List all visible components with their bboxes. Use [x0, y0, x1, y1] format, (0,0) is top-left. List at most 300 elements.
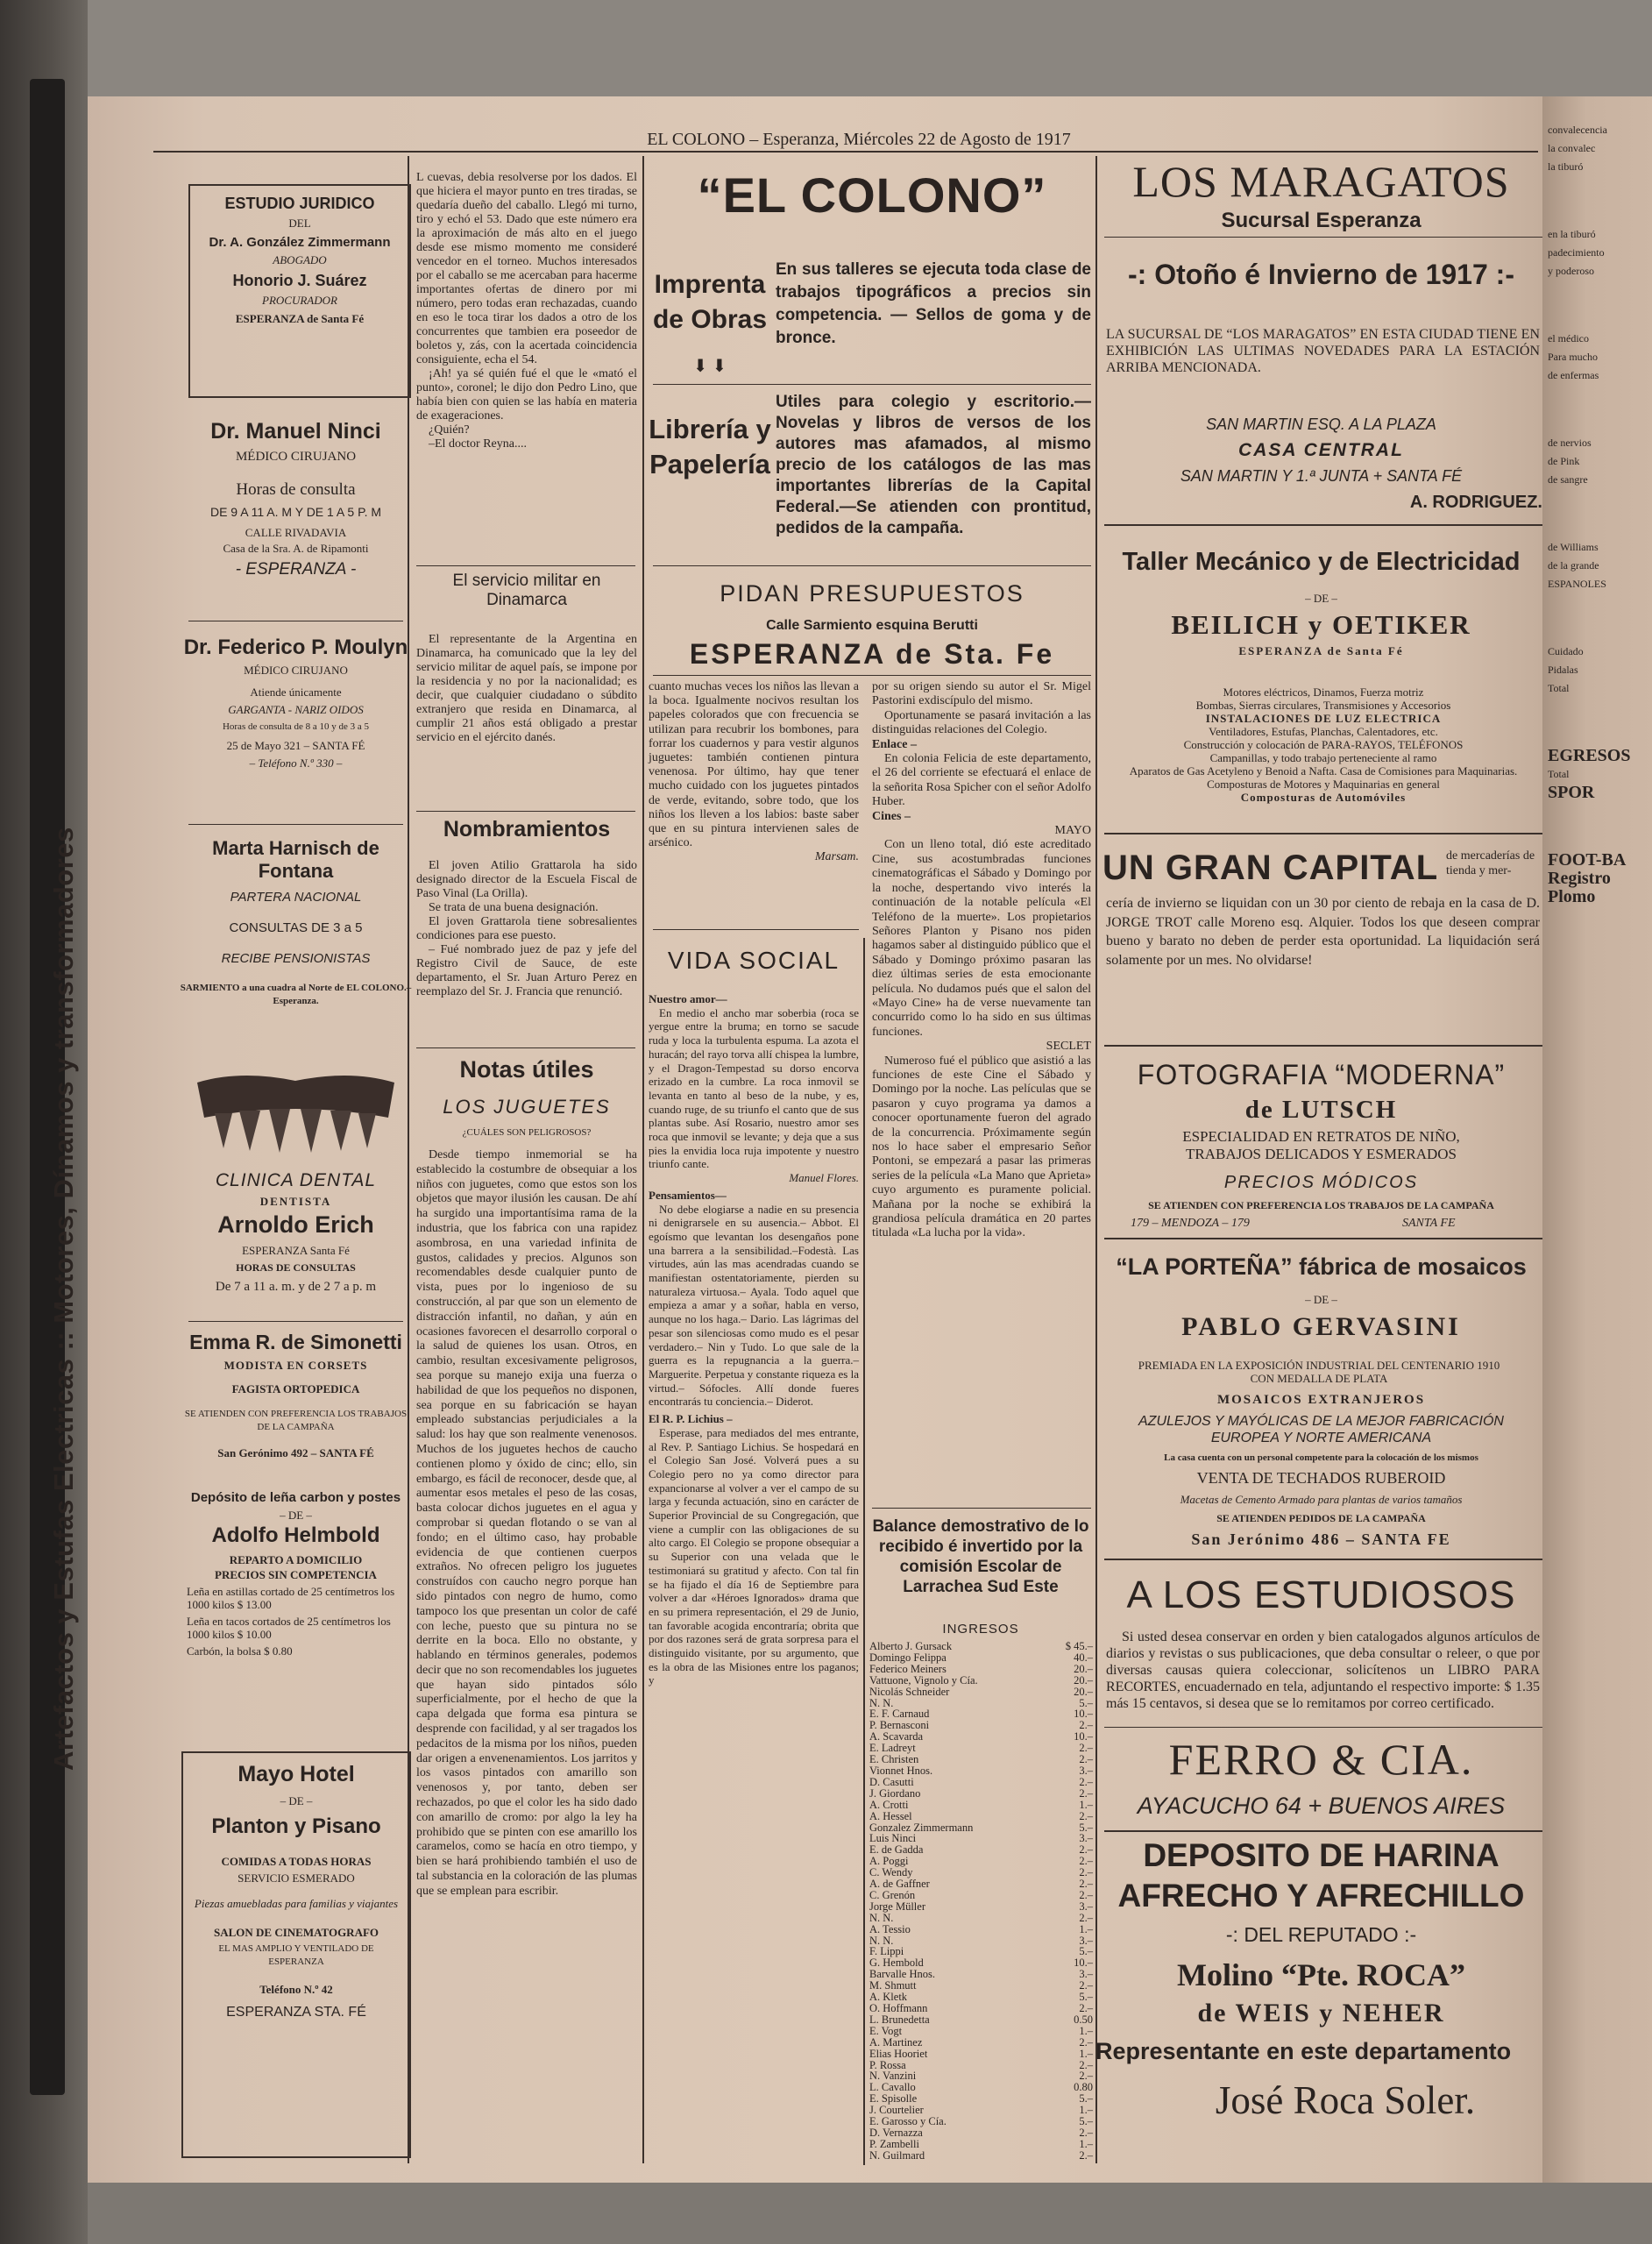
balance-name: Gonzalez Zimmermann	[869, 1821, 974, 1834]
facing-page-line: la tiburó	[1548, 160, 1584, 173]
estudio-title: ESTUDIO JURIDICO	[224, 195, 375, 212]
nombr-body3: El joven Grattarola tiene sobresalientes condiciones para ese puesto.	[416, 915, 637, 942]
balance-name: J. Giordano	[869, 1786, 921, 1800]
facing-page-line: FOOT-BA	[1548, 850, 1627, 870]
balance-name: L. Brunedetta	[869, 2013, 930, 2026]
background-bottom	[88, 2183, 1652, 2244]
foto-pref: SE ATIENDEN CON PREFERENCIA LOS TRABAJOS DE LA CAMPAÑA	[1148, 1199, 1494, 1211]
balance-name: Elias Hooriet	[869, 2047, 928, 2060]
portena-l1: PREMIADA EN LA EXPOSICIÓN INDUSTRIAL DEL CENTENARIO 1910 CON MEDALLA DE PLATA	[1138, 1359, 1500, 1385]
facing-page-line: Pidalas	[1548, 664, 1578, 676]
balance-amount: 2.–	[1079, 1878, 1093, 1891]
enlace-body: En colonia Felicia de este departamento, el 26 del corriente se efectuará el enlace de la señorita Rosa Spicher con el señor Adolfo Huber.	[872, 752, 1091, 809]
balance-amount: 40.–	[1074, 1651, 1093, 1664]
foto-lines	[1100, 1128, 1542, 1163]
balance-name: O. Hoffmann	[869, 2002, 928, 2014]
col-rule-4	[1095, 156, 1097, 2163]
balance-amount: 3.–	[1079, 1900, 1093, 1913]
erich-name: Arnoldo Erich	[217, 1211, 374, 1238]
pidan-address: Calle Sarmiento esquina Berutti	[766, 618, 978, 633]
lichius-title: El R. P. Lichius –	[649, 1412, 733, 1426]
balance-amount: 10.–	[1074, 1708, 1093, 1721]
balance-name: A. Crotti	[869, 1798, 909, 1811]
col4-p2: Oportunamente se pasará invitación a las distinguidas relaciones del Colegio.	[872, 708, 1091, 737]
masthead-rule	[153, 151, 1538, 153]
side-vertical-text: Artefactos y Estufas Electricas :: Motores, Dínamos y transformadores	[48, 827, 79, 1771]
col2-p3: ¿Quién?	[429, 423, 470, 437]
hotel-box	[181, 1751, 411, 2158]
nombr-body4: – Fué nombrado juez de paz y jefe del Registro Civil de Sauce, de este departamento, el Sr. Juan Arturo Perez en reemplazo del Sr. J. Francia que renunció.	[416, 943, 637, 998]
estudio-role2: PROCURADOR	[262, 294, 337, 307]
moulyn-role: MÉDICO CIRUJANO	[244, 664, 348, 677]
facing-page-line: la convalec	[1548, 142, 1596, 154]
notas-title: Notas útiles	[459, 1056, 594, 1083]
facing-page-line: Total	[1548, 768, 1570, 780]
balance-amount: 2.–	[1079, 1775, 1093, 1788]
balance-name: A. Scavarda	[869, 1730, 924, 1743]
facing-page-line: Total	[1548, 682, 1570, 694]
capital-body: cería de invierno se liquidan con un 30 por ciento de rebaja en la casa de D. JORGE TROT calle Moreno esq. Alquier. Todos los que deseen comprar bueno y barato no deben de perder esta oportunidad. La liquidación será solamente por un mes. No olvidarse!	[1106, 896, 1540, 968]
imprenta-label: Imprenta de Obras	[652, 270, 768, 334]
hotel-phone: Teléfono N.º 42	[259, 1983, 333, 1996]
balance-amount: 0.80	[1074, 2081, 1093, 2094]
helmbold-p3: Carbón, la bolsa $ 0.80	[187, 1644, 293, 1658]
rule-c3-4	[653, 929, 859, 930]
juguetes-sub: ¿CUÁLES SON PELIGROSOS?	[462, 1127, 592, 1138]
taller-city: ESPERANZA de Santa Fé	[1238, 644, 1404, 657]
col2-p4: –El doctor Reyna....	[429, 437, 527, 451]
facing-page-line: el médico	[1548, 332, 1589, 344]
balance-amount: 2.–	[1079, 2070, 1093, 2083]
harnisch-hours: CONSULTAS DE 3 a 5	[229, 920, 363, 935]
portena-l6: Macetas de Cemento Armado para plantas de varios tamaños	[1180, 1493, 1463, 1506]
facing-page-line: SPOR	[1548, 783, 1595, 802]
balance-amount: 2.–	[1079, 1843, 1093, 1857]
foto-city: SANTA FE	[1402, 1217, 1456, 1230]
facing-page-line: EGRESOS	[1548, 746, 1631, 765]
ninci-hours-label: Horas de consulta	[236, 480, 356, 499]
maragatos-owner: A. RODRIGUEZ.	[1409, 493, 1542, 512]
balance-amount: 3.–	[1079, 1968, 1093, 1981]
nombr-body1: El joven Atilio Grattarola ha sido designado director de la Escuela Fiscal de Paso Vinal (La Orilla).	[416, 859, 637, 900]
erich-city: ESPERANZA Santa Fé	[242, 1244, 350, 1257]
estudio-name2: Honorio J. Suárez	[232, 272, 367, 289]
moulyn-hours: Horas de consulta de 8 a 10 y de 3 a 5	[222, 721, 370, 732]
foto-l1: ESPECIALIDAD EN RETRATOS DE NIÑO,	[1182, 1128, 1460, 1145]
col2-story	[416, 171, 637, 451]
col4-p1: por su origen siendo su autor el Sr. Migel Pastorini exdiscípulo del mismo.	[872, 680, 1091, 708]
clinica-sub: DENTISTA	[259, 1195, 332, 1208]
balance-amount: 5.–	[1079, 1821, 1093, 1834]
capital-title: UN GRAN CAPITAL	[1103, 849, 1439, 887]
facing-page-line: de nervios	[1548, 437, 1592, 449]
capital-side: de mercaderías de tienda y mer-	[1446, 849, 1535, 877]
balance-names	[869, 1641, 1036, 2162]
balance-name: E. Christen	[869, 1753, 919, 1766]
ninci-name: Dr. Manuel Ninci	[210, 419, 381, 444]
nombr-title: Nombramientos	[443, 817, 611, 842]
facing-page-line: de Williams	[1548, 541, 1599, 553]
portena-l5: VENTA DE TECHADOS RUBEROID	[1196, 1469, 1446, 1487]
balance-amount: 1.–	[1079, 2047, 1093, 2060]
simonetti-orto: FAGISTA ORTOPEDICA	[231, 1382, 360, 1395]
maragatos-addr2: SAN MARTIN Y 1.ª JUNTA + SANTA FÉ	[1180, 467, 1463, 485]
balance-name: Vattuone, Vignolo y Cía.	[869, 1673, 978, 1687]
facing-page-line: convalecencia	[1548, 124, 1607, 136]
foto-title: FOTOGRAFIA “MODERNA”	[1137, 1059, 1506, 1090]
hotel-line1: COMIDAS A TODAS HORAS	[221, 1855, 372, 1868]
simonetti-name: Emma R. de Simonetti	[189, 1331, 402, 1353]
imprenta-text: En sus talleres se ejecuta toda clase de trabajos tipográficos a precios sin competencia. — Sellos de goma y de bronce.	[776, 260, 1091, 347]
balance-name: Jorge Müller	[869, 1900, 925, 1913]
balance-amount: 3.–	[1079, 1832, 1093, 1845]
col4-news	[872, 680, 1091, 1241]
col3-vida	[649, 992, 859, 1687]
moulyn-name: Dr. Federico P. Moulyn	[183, 636, 408, 659]
maragatos-body: LA SUCURSAL DE “LOS MARAGATOS” EN ESTA CIUDAD TIENE EN EXHIBICIÓN LAS ULTIMAS NOVEDADES PARA LA ESTACIÓN ARRIBA MENCIONADA.	[1106, 327, 1540, 375]
balance-amount: 5.–	[1079, 1696, 1093, 1709]
col-rule-2	[642, 156, 644, 2163]
balance-amount: 20.–	[1074, 1673, 1093, 1687]
lichius-body: Esperase, para mediados del mes entrante, al Rev. P. Santiago Lichius. Se hospedará en el Colegio San José. Volverá pues a su Colegio pero no ya como director para expancionarse al volver a ver el campo de su larga y fecunda actuación, sino en carácter de Superior Provincial de su Congregación, que viene a cumplir con las obligaciones de su alto cargo. El Colegio se propone obsequiar a su Superior con una velada que le testimoniará su gratitud y afecto. Con tal fin se ha fijado el día 16 de Septiembre para volver a dar «Héroes Ignorados» drama que en su primera representación, el 29 de Junio, tan favorable acogida encontraría; obrita que por dos razones será de grata sorpresa para el distinguido visitante, por su argumento, que es la obra de las Misiones entre los paganos; y	[649, 1425, 859, 1687]
cines-sig: MAYO	[1054, 824, 1091, 838]
estud-title: A LOS ESTUDIOSOS	[1126, 1573, 1516, 1616]
nombr-body2: Se trata de una buena designación.	[429, 901, 599, 914]
balance-title: Balance demostrativo de lo recibido é invertido por la comisión Escolar de Larrachea Sud Este	[872, 1517, 1089, 1596]
libreria-label: Librería y Papelería	[649, 414, 771, 479]
enlace-title: Enlace –	[872, 737, 917, 751]
portena-name: PABLO GERVASINI	[1181, 1312, 1461, 1341]
ninci-house: Casa de la Sra. A. de Ripamonti	[223, 542, 369, 555]
balance-name: A. Kletk	[869, 1991, 908, 2004]
balance-name: N. Guilmard	[869, 2148, 925, 2162]
facing-page-line: de Pink	[1548, 455, 1580, 467]
balance-amount: 2.–	[1079, 2126, 1093, 2139]
juguetes-body: Desde tiempo inmemorial se ha establecido la costumbre de obsequiar a los niños con juguetes, como que estos son los objetos que mayor ilusión les causan. De ahí ha surgido una importantísima rama de la industria, que los fabrica con una rapidez asombrosa, en una variedad infinita de gustos, calidades y precios. Algunos son recomendables desde cualquier punto de vista, pues por lo ingenioso de su construcción, al par que son un elemento de distracción infantil, no dañan, y aún en ocasiones favorecen el desarrollo corporal o la salud de quienes los usan. Otros, en cambio, resultan excesivamente peligrosos, sea porque su manejo exija una fuerza o habilidad de que los pequeños no disponen, sea porque en su fabricación se hayan empleado substancias perjudiciales a la salud: los hay que son realmente venenosos. Muchos de los juguetes hechos de caucho contienen plomo y óxido de cinc; ello, sin embargo, es fácil de reconocer, desde que, al aumentar esos metales el peso de las cosas, basta colocar dichos juguetes en el agua y comprobar si quedan flotando o se van al fondo; en el último caso, hay probable evidencia de que contienen cuerpos extraños. No ofrecen peligro los juguetes construídos con caucho negro porque han sido pintados con negro de humo, como tampoco los que presentan un color de café con leche, puesto que su pintura no se derrite en la boca. Ello no obstante, y hablando en términos generales, podemos decir que no son recomendables los juguetes que hayan sido pintados sólo superficialmente, por el hecho de que la capa delgada que forma esa pintura se desprende con facilidad, y al ser tragados los pedacitos de la misma por los niños, pueden dar origen a envenenamientos. Los jarritos y los vasos pintados con amarillo son venenosos y, por tanto, deben ser rechazados, po que el color les ha sido dado con amarillo de cromo: por algo la ley ha prohibido que se pinten con ese amarillo los caramelos, como se hacía en otro tiempo, y bien se hará prohibiendo también el uso de tal substancia en la coloración de las plumas que se emplean para escribir.	[416, 1148, 637, 1898]
rule-c5-5	[1104, 1238, 1542, 1239]
deposito-l1: DEPOSITO DE HARINA	[1143, 1837, 1500, 1873]
balance-name: E. Vogt	[869, 2024, 903, 2037]
portena-l2: MOSAICOS EXTRANJEROS	[1216, 1393, 1426, 1407]
col3-continued	[649, 680, 859, 865]
servicio-title: El servicio militar en Dinamarca	[452, 572, 601, 609]
balance-amount: 1.–	[1079, 2104, 1093, 2117]
rule-c1-2	[188, 824, 403, 825]
ninci-street: CALLE RIVADAVIA	[245, 526, 347, 539]
balance-name: A. Hessel	[869, 1809, 912, 1822]
deposito-l7: José Roca Soler.	[1215, 2078, 1476, 2122]
col2-p1: L cuevas, debia resolverse por los dados. El que hiciera el mayor punto en tres tiradas, se quedaría dueño del caballo. Llegó mi turno, tiro y echó el 53. Dado que este número era la aproximación de más alto en el juego desde ese mismo momento me consideré vencedor en el torneo. Muchos interesados por el caballo se me acercaban para hacerme importantes ofertas de dinero por mi número, pero todas eran rechazadas, cuando en eso le toca tirar los dados a otro de los concurrentes que tambien era poseedor de boletos y, zás, con la acertada coincidencia consiguiente, echa el 54.	[416, 171, 637, 366]
balance-name: A. Poggi	[869, 1855, 909, 1868]
facing-page-line: ESPANOLES	[1548, 578, 1606, 590]
balance-name: Nicolás Schneider	[869, 1685, 950, 1698]
vida-title: VIDA SOCIAL	[667, 947, 840, 974]
simonetti-block	[180, 1331, 412, 1459]
balance-name: P. Rossa	[869, 2058, 906, 2071]
helmbold-block	[180, 1490, 412, 1658]
balance-amounts	[1047, 1641, 1093, 2162]
taller-l3: INSTALACIONES DE LUZ ELECTRICA	[1205, 712, 1442, 725]
balance-amount: 2.–	[1079, 1866, 1093, 1879]
masthead: EL COLONO – Esperanza, Miércoles 22 de Agosto de 1917	[647, 130, 1071, 149]
ingresos-label: INGRESOS	[942, 1622, 1019, 1637]
maragatos-title: LOS MARAGATOS	[1132, 157, 1510, 206]
facing-page-line: Para mucho	[1548, 351, 1598, 363]
balance-name: A. Tessio	[869, 1922, 911, 1935]
clinica-title: CLINICA DENTAL	[215, 1170, 377, 1190]
balance-name: G. Hembold	[869, 1956, 924, 1970]
ninci-city: - ESPERANZA -	[235, 560, 357, 579]
facing-page-line: Cuidado	[1548, 645, 1584, 657]
taller-l8: Composturas de Automóviles	[1240, 791, 1407, 804]
cines-title: Cines –	[872, 809, 911, 823]
foto-de: de LUTSCH	[1244, 1096, 1398, 1124]
ninci-role: MÉDICO CIRUJANO	[235, 450, 357, 464]
balance-name: Luis Ninci	[869, 1832, 917, 1845]
ferro-title: FERRO & CIA.	[1168, 1735, 1474, 1784]
moulyn-addr: 25 de Mayo 321 – SANTA FÉ	[226, 739, 365, 752]
taller-l7: Aparatos de Gas Acetyleno y Benoid a Nafta. Casa de Comisiones para Maquinarias. Composturas de Motores y Maquinarias en general	[1129, 764, 1518, 791]
deposito-l3: -: DEL REPUTADO :-	[1225, 1923, 1417, 1946]
moulyn-phone: – Teléfono N.º 330 –	[249, 756, 343, 770]
ferro-addr: AYACUCHO 64 + BUENOS AIRES	[1137, 1793, 1506, 1819]
deposito-l2: AFRECHO Y AFRECHILLO	[1117, 1878, 1525, 1914]
seclet-body: Numeroso fué el público que asistió a las funciones de este Cine el Sábado y Domingo por la noche. Las películas que se pasaron y cuyo programa ya damos a conocer oportunamente fueron del agrado de la concurrencia. Próximamente según nos lo hace saber el empresario Señor Pontoni, se empezará a pasar las primeras series de la película «La Mano que Aprieta» cuyo argumento es puramente policial. Mañana por la noche se exhibirá la grandiosa película dramática en 20 partes titulada «La lucha por la vida».	[872, 1054, 1091, 1240]
balance-amount: 5.–	[1079, 1945, 1093, 1958]
balance-amount: 10.–	[1074, 1956, 1093, 1970]
hotel-line3: Piezas amuebladas para familias y viajantes	[194, 1897, 399, 1910]
taller-l5: Construcción y colocación de PARA-RAYOS, TELÉFONOS	[1183, 738, 1464, 751]
vida-body: En medio el ancho mar soberbia (roca se yergue entre la bruma; en torno se sacude ruda y loca la turbulenta espuma. La azota el huracán; del rayo torva allí chispea la lumbre, y el Dragon-Tempestad su dorso encorva erizado en la cumbre. La roca inmovil se levanta en tanto al beso de la nube, y es, cuando ruge, de su triunfo el canto que de sus plantas sube. Así Rosario, nuestro amor ses roca que inmovil se levante; y deja que a sus pies la envidia loca ruja impotente y nuestro triunfo cante.	[649, 1005, 859, 1171]
col3-continued-text: cuanto muchas veces los niños las llevan a la boca. Igualmente nocivos resultan los papeles colorados que con frecuencia se utilizan para recubrir los bombones, para forrar los cuadernos y para vestir algunos juguetes: también contienen pintura venenosa. Por último, hay que tener mucho cuidado con los juguetes pintados de verde, evitando, sobre todo, que los niños los lleven a los labios: baste saber que en su pintura intervienen sales de arsénico.	[649, 680, 859, 850]
nombr-body	[416, 859, 637, 999]
col3-continued-sig: Marsam.	[814, 850, 859, 864]
balance-name: P. Zambelli	[869, 2137, 919, 2150]
facing-page-line: y poderoso	[1548, 265, 1594, 277]
col2-p2: ¡Ah! ya sé quién fué el que le «mató el punto», coronel; le dijo don Pedro Lino, que había bien con quien se las había en materia de exageraciones.	[416, 367, 637, 423]
estudio-name1: Dr. A. González Zimmermann	[209, 235, 391, 250]
rule-c3-2	[653, 565, 1091, 566]
servicio-body: El representante de la Argentina en Dinamarca, ha comunicado que la ley del servicio militar de aquel país, se impone por la residencia y no por la nacionalidad; es decir, que cualquier ciudadano o súbdito extranjero que resida en Dinamarca, al cumplir 21 años está obligado a prestar servicio en el ejército danés.	[416, 633, 637, 744]
portena-l3: AZULEJOS Y MAYÓLICAS DE LA MEJOR FABRICACIÓN EUROPEA Y NORTE AMERICANA	[1138, 1414, 1504, 1445]
cines-sig2: SECLET	[1046, 1040, 1091, 1054]
hotel-de: – DE –	[280, 1794, 313, 1807]
taller-de: – DE –	[1305, 592, 1337, 605]
balance-name: A. Martinez	[869, 2035, 923, 2049]
moulyn-block	[180, 636, 412, 770]
balance-amount: 5.–	[1079, 2092, 1093, 2106]
rule-c2-2	[416, 811, 635, 812]
balance-name: Federico Meiners	[869, 1662, 947, 1675]
libreria-text: Utiles para colegio y escritorio.—Novelas y libros de versos de los autores mas afamados, al mismo precio de los catálogos de las mas importantes librerías de la Capital Federal.—Se atienden con prontitud, pedidos de la campaña.	[776, 393, 1091, 537]
portena-title: “LA PORTEÑA” fábrica de mosaicos	[1116, 1253, 1527, 1280]
maragatos-addr1: SAN MARTIN ESQ. A LA PLAZA	[1206, 415, 1436, 433]
maragatos-season: -: Otoño é Invierno de 1917 :-	[1128, 259, 1514, 290]
balance-amount: 5.–	[1079, 1991, 1093, 2004]
balance-name: C. Wendy	[869, 1866, 913, 1879]
vida-sub: Nuestro amor—	[649, 992, 727, 1005]
balance-name: P. Bernasconi	[869, 1719, 930, 1732]
balance-name: E. Ladreyt	[869, 1742, 916, 1755]
balance-amount: 2.–	[1079, 2148, 1093, 2162]
balance-amount: 10.–	[1074, 1730, 1093, 1743]
balance-name: N. N.	[869, 1696, 894, 1709]
balance-amount: 0.50	[1074, 2013, 1093, 2026]
estudio-del: DEL	[288, 217, 311, 230]
helmbold-p1: Leña en astillas cortado de 25 centímetros los 1000 kilos $ 13.00	[187, 1585, 395, 1611]
helmbold-de: – DE –	[280, 1509, 312, 1522]
balance-name: D. Vernazza	[869, 2126, 923, 2139]
balance-amount: 2.–	[1079, 1742, 1093, 1755]
moulyn-attends: Atiende únicamente	[250, 685, 342, 699]
harnisch-role: PARTERA NACIONAL	[230, 890, 362, 905]
hotel-line5: EL MAS AMPLIO Y VENTILADO DE ESPERANZA	[218, 1943, 374, 1967]
balance-amount: 20.–	[1074, 1662, 1093, 1675]
juguetes-title: LOS JUGUETES	[443, 1096, 611, 1118]
balance-name: N. N.	[869, 1934, 894, 1947]
col-rule-3	[863, 938, 865, 2165]
erich-hours-label: HORAS DE CONSULTAS	[236, 1261, 356, 1274]
rule-c5-6	[1104, 1559, 1542, 1560]
balance-name: N. Vanzini	[869, 2070, 917, 2083]
balance-amount: 1.–	[1079, 2137, 1093, 2150]
hotel-line4: SALON DE CINEMATOGRAFO	[213, 1926, 379, 1939]
vida-sig: Manuel Flores.	[789, 1171, 859, 1185]
taller-l6: Campanillas, y todo trabajo perteneciente al ramo	[1209, 751, 1437, 764]
pens-title: Pensamientos—	[649, 1188, 727, 1202]
balance-name: Alberto J. Gursack	[869, 1640, 953, 1652]
balance-amount: 2.–	[1079, 2035, 1093, 2049]
balance-name: N. N.	[869, 1911, 894, 1924]
balance-name: D. Casutti	[869, 1775, 914, 1788]
balance-name: J. Courtelier	[869, 2104, 924, 2117]
balance-amount: $ 45.–	[1065, 1640, 1093, 1652]
balance-name: E. de Gadda	[869, 1843, 924, 1857]
harnisch-name: Marta Harnisch de Fontana	[212, 837, 379, 882]
taller-name: BEILICH y OETIKER	[1171, 609, 1471, 640]
hotel-owners: Planton y Pisano	[211, 1814, 381, 1838]
taller-l2: Bombas, Sierras circulares, Transmisiones y Accesorios	[1195, 699, 1451, 712]
rule-c5-1	[1104, 237, 1542, 238]
rule-c5-3	[1104, 833, 1542, 834]
rule-c4-1	[872, 1508, 1091, 1509]
rule-c5-7	[1104, 1727, 1542, 1728]
rule-c5-4	[1104, 1045, 1542, 1047]
helmbold-name: Adolfo Helmbold	[211, 1523, 380, 1547]
balance-name: L. Cavallo	[869, 2081, 916, 2094]
maragatos-central: CASA CENTRAL	[1238, 440, 1404, 460]
taller-lines	[1104, 685, 1542, 804]
cines-body: Con un lleno total, dió este acreditado Cine, sus acostumbradas funciones cinematográficas el Sábado y Domingo por la noche, despertando vivo interés la continuación de la notable película «El Teléfono de la muerte». Los propietarios Señores Planton y Pisano nos piden hagamos saber al distinguido público que el Sábado y Domingo próximo pasaran las diez últimas series de esta emocionante película. No dudamos pués que el salon del «Mayo Cine» ha de verse nuevamente tan concurrido como lo ha sido en sus últimas funciones.	[872, 838, 1091, 1039]
portena-l4: La casa cuenta con un personal competente para la colocación de los mismos	[1164, 1452, 1478, 1463]
rule-c3-3	[653, 675, 1091, 676]
portena-addr: San Jerónimo 486 – SANTA FE	[1191, 1530, 1451, 1548]
background-top	[88, 0, 1652, 96]
balance-name: Domingo Felippa	[869, 1651, 947, 1664]
simonetti-role: MODISTA EN CORSETS	[223, 1359, 368, 1372]
foto-prices: PRECIOS MÓDICOS	[1223, 1173, 1419, 1192]
erich-hours: De 7 a 11 a. m. y de 2 7 a p. m	[215, 1280, 377, 1294]
helmbold-rep: REPARTO A DOMICILIO	[229, 1553, 363, 1566]
balance-name: E. Garosso y Cía.	[869, 2115, 947, 2128]
rule-c5-2	[1104, 524, 1542, 526]
balance-amount: 2.–	[1079, 1855, 1093, 1868]
deposito-l6: Representante en este departamento	[1095, 2038, 1512, 2064]
simonetti-pref: SE ATIENDEN CON PREFERENCIA LOS TRABAJOS DE LA CAMPAÑA	[184, 1409, 408, 1432]
balance-name: F. Lippi	[869, 1945, 904, 1958]
rule-c3-1	[653, 384, 1091, 385]
balance-amount: 1.–	[1079, 1798, 1093, 1811]
balance-amount: 2.–	[1079, 1911, 1093, 1924]
portena-de: – DE –	[1305, 1293, 1337, 1306]
balance-amount: 1.–	[1079, 2024, 1093, 2037]
taller-l4: Ventiladores, Estufas, Planchas, Calentadores, etc.	[1209, 725, 1438, 738]
pidan-presupuestos: PIDAN PRESUPUESTOS	[720, 580, 1025, 607]
deposito-l5: de WEIS y NEHER	[1197, 1999, 1445, 2027]
deposito-l4: Molino “Pte. ROCA”	[1177, 1957, 1465, 1992]
clinica-block	[180, 1170, 412, 1295]
ninci-hours: DE 9 A 11 A. M Y DE 1 A 5 P. M	[209, 505, 382, 519]
facing-page-line: padecimiento	[1548, 246, 1605, 259]
balance-amount: 2.–	[1079, 1753, 1093, 1766]
taller-title: Taller Mecánico y de Electricidad	[1122, 548, 1521, 576]
el-colono-title: “EL COLONO”	[697, 167, 1047, 223]
balance-amount: 1.–	[1079, 1922, 1093, 1935]
balance-amount: 2.–	[1079, 1786, 1093, 1800]
balance-name: E. F. Carnaud	[869, 1708, 930, 1721]
estudio-role1: ABOGADO	[273, 253, 327, 266]
helmbold-dep: Depósito de leña carbon y postes	[190, 1490, 401, 1505]
rule-c5-8	[1104, 1830, 1542, 1832]
taller-l1: Motores eléctricos, Dinamos, Fuerza motriz	[1223, 685, 1424, 699]
pens-body: No debe elogiarse a nadie en su presencia ni denigrarsele en su ausencia.– Abbot. El egoísmo que levantan los desengaños pone una barrera a la sensibilidad.–Fodestà. Las virtudes, aún las mas acendradas cuando se manifiestan ostentatoriamente, pierden su naturaleza virtuosa.– Ayala. Todo aquel que empieza a amar y a soñar, habla en verso, aunque no los haga.– Dario. Las lágrimas del pesar son silenciosas como mudo es el pesar verdadero.– Nin y Tudo. Lo que sale de la guerra es la repugnancia a la guerra.– Marguerite. Perpetua y constante riqueza es la virtud.– Sófocles. Allí donde fueres encontrarás tu conciencia.– Diderot.	[649, 1202, 859, 1409]
simonetti-addr: San Gerónimo 492 – SANTA FÉ	[217, 1446, 374, 1459]
balance-amount: 2.–	[1079, 2058, 1093, 2071]
facing-page-text	[1548, 123, 1648, 957]
facing-page-line: Plomo	[1548, 887, 1596, 906]
estudio-city: ESPERANZA de Santa Fé	[235, 312, 365, 325]
pidan-city: ESPERANZA de Sta. Fe	[689, 638, 1055, 670]
balance-amount: 2.–	[1079, 1888, 1093, 1901]
balance-amount: 2.–	[1079, 1809, 1093, 1822]
facing-page-line: de enfermas	[1548, 369, 1599, 381]
harnisch-pens: RECIBE PENSIONISTAS	[221, 951, 371, 966]
balance-amount: 2.–	[1079, 1979, 1093, 1992]
hotel-city: ESPERANZA STA. FÉ	[226, 2005, 366, 2020]
balance-amount: 3.–	[1079, 1764, 1093, 1777]
harnisch-block	[180, 837, 412, 1008]
facing-page-line: de la grande	[1548, 559, 1599, 572]
rule-c1-3	[188, 1321, 403, 1322]
hotel-line2: SERVICIO ESMERADO	[238, 1871, 355, 1885]
portena-l7: SE ATIENDEN PEDIDOS DE LA CAMPAÑA	[1216, 1512, 1426, 1524]
foto-addr: 179 – MENDOZA – 179	[1131, 1217, 1250, 1230]
balance-amount: 5.–	[1079, 2115, 1093, 2128]
harnisch-addr: SARMIENTO a una cuadra al Norte de EL COLONO.–Esperanza.	[180, 983, 412, 1006]
facing-page	[1542, 96, 1652, 2183]
dental-teeth-illustration	[188, 1065, 403, 1161]
balance-name: M. Shmutt	[869, 1979, 917, 1992]
balance-amount: 2.–	[1079, 1719, 1093, 1732]
estudio-box	[188, 184, 411, 398]
balance-name: A. de Gaffner	[869, 1878, 930, 1891]
helmbold-p2: Leña en tacos cortados de 25 centímetros los 1000 kilos $ 10.00	[187, 1615, 391, 1641]
helmbold-prec: PRECIOS SIN COMPETENCIA	[215, 1568, 377, 1581]
balance-amount: 2.–	[1079, 2002, 1093, 2014]
estud-body: Si usted desea conservar en orden y bien catalogados algunos artículos de diarios y revistas o sus publicaciones, que deba consultar o releer, o que por diversas causas quiera coleccionar, solicítenos un LIBRO PARA RECORTES, encuadernado en tela, adjuntando el respectivo importe: $ 1.35 más 15 centavos, si desea que se lo remitamos por correo certificado.	[1106, 1630, 1540, 1711]
facing-page-line: de sangre	[1548, 473, 1588, 486]
balance-name: Vionnet Hnos.	[869, 1764, 933, 1777]
